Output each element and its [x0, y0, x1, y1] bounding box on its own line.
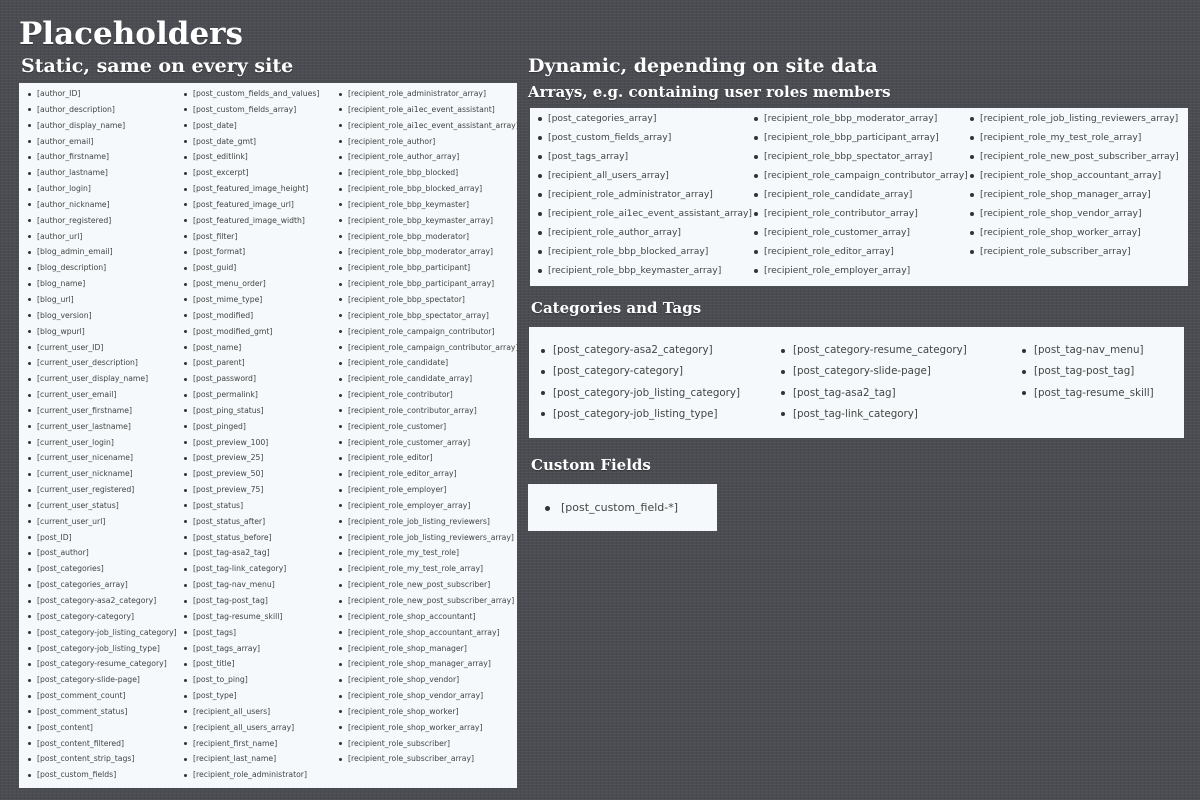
static-placeholders-column-3	[338, 86, 519, 767]
static-placeholder-item: [blog_wpurl]	[27, 324, 177, 340]
static-placeholder-item: [current_user_display_name]	[27, 371, 177, 387]
static-placeholder-item: [post_preview_50]	[183, 466, 319, 482]
array-placeholder-item: [recipient_role_campaign_contributor_array]	[752, 166, 968, 185]
static-placeholder-item: [recipient_role_ai1ec_event_assistant]	[338, 102, 519, 118]
static-placeholder-item: [recipient_role_customer_array]	[338, 435, 519, 451]
array-placeholder-item: [recipient_role_shop_accountant_array]	[968, 166, 1179, 185]
category-tag-placeholder-item: [post_category-category]	[538, 361, 740, 382]
static-placeholder-item: [recipient_role_ai1ec_event_assistant_array]	[338, 118, 519, 134]
category-tag-placeholder-item: [post_category-job_listing_category]	[538, 383, 740, 404]
static-placeholder-item: [recipient_all_users]	[183, 704, 319, 720]
array-placeholder-item: [recipient_role_job_listing_reviewers_array]	[968, 109, 1179, 128]
static-placeholder-item: [post_menu_order]	[183, 276, 319, 292]
static-placeholder-item: [recipient_role_bbp_spectator]	[338, 292, 519, 308]
array-placeholder-item: [recipient_role_new_post_subscriber_array]	[968, 147, 1179, 166]
static-placeholder-item: [recipient_role_author_array]	[338, 149, 519, 165]
static-placeholder-item: [recipient_role_bbp_blocked_array]	[338, 181, 519, 197]
static-placeholder-item: [post_content_filtered]	[27, 736, 177, 752]
category-tag-placeholder-item: [post_tag-resume_skill]	[1019, 383, 1154, 404]
static-placeholder-item: [post_editlink]	[183, 149, 319, 165]
custom-fields-list	[542, 496, 678, 520]
static-placeholder-item: [post_comment_count]	[27, 688, 177, 704]
array-placeholder-item: [recipient_role_ai1ec_event_assistant_array]	[536, 204, 752, 223]
static-placeholder-item: [current_user_nicename]	[27, 450, 177, 466]
static-placeholder-item: [recipient_role_bbp_keymaster]	[338, 197, 519, 213]
static-placeholder-item: [recipient_first_name]	[183, 736, 319, 752]
static-placeholders-column-2	[183, 86, 319, 783]
static-placeholder-item: [post_category-job_listing_category]	[27, 625, 177, 641]
static-placeholder-item: [post_tag-resume_skill]	[183, 609, 319, 625]
static-placeholder-item: [post_category-resume_category]	[27, 656, 177, 672]
static-placeholder-item: [current_user_lastname]	[27, 419, 177, 435]
array-placeholder-item: [post_categories_array]	[536, 109, 752, 128]
static-placeholder-item: [recipient_role_employer_array]	[338, 498, 519, 514]
static-placeholder-item: [recipient_role_bbp_keymaster_array]	[338, 213, 519, 229]
static-placeholder-item: [recipient_role_campaign_contributor]	[338, 324, 519, 340]
static-placeholder-item: [current_user_ID]	[27, 340, 177, 356]
array-placeholder-item: [recipient_role_bbp_moderator_array]	[752, 109, 968, 128]
static-placeholder-item: [author_firstname]	[27, 149, 177, 165]
static-placeholder-item: [post_custom_fields]	[27, 767, 177, 783]
array-placeholder-item: [recipient_all_users_array]	[536, 166, 752, 185]
static-placeholder-item: [post_date]	[183, 118, 319, 134]
static-placeholder-item: [recipient_role_shop_vendor]	[338, 672, 519, 688]
static-placeholder-item: [author_url]	[27, 229, 177, 245]
static-placeholder-item: [author_lastname]	[27, 165, 177, 181]
static-placeholder-item: [recipient_role_my_test_role]	[338, 545, 519, 561]
static-placeholder-item: [recipient_role_editor_array]	[338, 466, 519, 482]
dynamic-section-heading: Dynamic, depending on site data	[528, 55, 878, 77]
static-placeholder-item: [post_status_after]	[183, 514, 319, 530]
array-placeholder-item: [recipient_role_bbp_blocked_array]	[536, 242, 752, 261]
static-placeholder-item: [author_login]	[27, 181, 177, 197]
static-placeholder-item: [post_to_ping]	[183, 672, 319, 688]
custom-field-placeholder-item: [post_custom_field-*]	[542, 496, 678, 520]
array-placeholder-item: [recipient_role_subscriber_array]	[968, 242, 1179, 261]
category-tag-placeholder-item: [post_category-job_listing_type]	[538, 404, 740, 425]
static-placeholder-item: [post_tags_array]	[183, 641, 319, 657]
static-placeholder-item: [recipient_role_job_listing_reviewers_array]	[338, 530, 519, 546]
static-placeholder-item: [recipient_role_bbp_spectator_array]	[338, 308, 519, 324]
static-placeholder-item: [recipient_role_customer]	[338, 419, 519, 435]
static-placeholder-item: [recipient_role_bbp_moderator_array]	[338, 244, 519, 260]
static-placeholders-column-1	[27, 86, 177, 783]
categories-tags-column-1	[538, 340, 740, 425]
array-placeholders-column-2	[752, 109, 968, 280]
static-placeholder-item: [post_guid]	[183, 260, 319, 276]
page-title: Placeholders	[19, 16, 243, 52]
static-placeholder-item: [recipient_role_job_listing_reviewers]	[338, 514, 519, 530]
static-placeholder-item: [recipient_all_users_array]	[183, 720, 319, 736]
static-placeholder-item: [post_status_before]	[183, 530, 319, 546]
static-placeholder-item: [author_nickname]	[27, 197, 177, 213]
static-placeholder-item: [recipient_role_shop_vendor_array]	[338, 688, 519, 704]
static-placeholder-item: [recipient_role_author]	[338, 134, 519, 150]
static-placeholder-item: [recipient_role_new_post_subscriber_array]	[338, 593, 519, 609]
static-placeholder-item: [post_title]	[183, 656, 319, 672]
static-placeholder-item: [blog_name]	[27, 276, 177, 292]
static-placeholder-item: [recipient_role_bbp_blocked]	[338, 165, 519, 181]
static-placeholder-item: [current_user_nickname]	[27, 466, 177, 482]
static-placeholder-item: [post_preview_75]	[183, 482, 319, 498]
static-placeholder-item: [recipient_role_campaign_contributor_array]	[338, 340, 519, 356]
static-section-heading: Static, same on every site	[21, 55, 294, 77]
static-placeholder-item: [recipient_role_subscriber_array]	[338, 751, 519, 767]
static-placeholder-item: [current_user_email]	[27, 387, 177, 403]
category-tag-placeholder-item: [post_category-asa2_category]	[538, 340, 740, 361]
custom-fields-section-heading: Custom Fields	[531, 456, 651, 474]
static-placeholder-item: [current_user_firstname]	[27, 403, 177, 419]
static-placeholder-item: [recipient_role_bbp_moderator]	[338, 229, 519, 245]
static-placeholder-item: [recipient_role_contributor]	[338, 387, 519, 403]
array-placeholder-item: [recipient_role_shop_worker_array]	[968, 223, 1179, 242]
category-tag-placeholder-item: [post_tag-nav_menu]	[1019, 340, 1154, 361]
static-placeholder-item: [post_custom_fields_array]	[183, 102, 319, 118]
array-placeholder-item: [recipient_role_author_array]	[536, 223, 752, 242]
static-placeholder-item: [post_tag-asa2_tag]	[183, 545, 319, 561]
array-placeholder-item: [recipient_role_administrator_array]	[536, 185, 752, 204]
static-placeholder-item: [recipient_role_editor]	[338, 450, 519, 466]
static-placeholder-item: [post_password]	[183, 371, 319, 387]
array-placeholder-item: [recipient_role_my_test_role_array]	[968, 128, 1179, 147]
static-placeholder-item: [post_content_strip_tags]	[27, 751, 177, 767]
static-placeholder-item: [post_parent]	[183, 355, 319, 371]
array-placeholders-panel	[530, 108, 1188, 286]
static-placeholder-item: [recipient_role_new_post_subscriber]	[338, 577, 519, 593]
static-placeholder-item: [post_tag-link_category]	[183, 561, 319, 577]
static-placeholder-item: [recipient_role_my_test_role_array]	[338, 561, 519, 577]
static-placeholder-item: [post_pinged]	[183, 419, 319, 435]
static-placeholder-item: [post_category-category]	[27, 609, 177, 625]
static-placeholder-item: [current_user_login]	[27, 435, 177, 451]
static-placeholder-item: [post_excerpt]	[183, 165, 319, 181]
static-placeholder-item: [recipient_role_administrator]	[183, 767, 319, 783]
array-placeholders-column-3	[968, 109, 1179, 261]
static-placeholder-item: [post_comment_status]	[27, 704, 177, 720]
categories-tags-column-3	[1019, 340, 1154, 404]
array-placeholder-item: [recipient_role_customer_array]	[752, 223, 968, 242]
static-placeholder-item: [post_category-asa2_category]	[27, 593, 177, 609]
static-placeholder-item: [post_ping_status]	[183, 403, 319, 419]
static-placeholder-item: [recipient_role_candidate]	[338, 355, 519, 371]
static-placeholder-item: [blog_version]	[27, 308, 177, 324]
category-tag-placeholder-item: [post_tag-link_category]	[778, 404, 967, 425]
array-placeholder-item: [recipient_role_editor_array]	[752, 242, 968, 261]
static-placeholder-item: [current_user_url]	[27, 514, 177, 530]
static-placeholder-item: [current_user_status]	[27, 498, 177, 514]
static-placeholder-item: [post_category-job_listing_type]	[27, 641, 177, 657]
static-placeholder-item: [recipient_role_shop_worker]	[338, 704, 519, 720]
static-placeholder-item: [recipient_role_shop_worker_array]	[338, 720, 519, 736]
array-placeholder-item: [recipient_role_employer_array]	[752, 261, 968, 280]
custom-fields-panel	[528, 484, 717, 531]
static-placeholder-item: [author_registered]	[27, 213, 177, 229]
categories-tags-column-2	[778, 340, 967, 425]
static-placeholder-item: [blog_url]	[27, 292, 177, 308]
category-tag-placeholder-item: [post_tag-asa2_tag]	[778, 383, 967, 404]
array-placeholder-item: [post_tags_array]	[536, 147, 752, 166]
static-placeholder-item: [post_format]	[183, 244, 319, 260]
static-placeholder-item: [recipient_role_shop_accountant_array]	[338, 625, 519, 641]
static-placeholder-item: [blog_admin_email]	[27, 244, 177, 260]
static-placeholder-item: [blog_description]	[27, 260, 177, 276]
static-placeholder-item: [recipient_role_subscriber]	[338, 736, 519, 752]
static-placeholder-item: [post_modified]	[183, 308, 319, 324]
array-placeholder-item: [recipient_role_shop_manager_array]	[968, 185, 1179, 204]
static-placeholder-item: [recipient_role_bbp_participant]	[338, 260, 519, 276]
array-placeholder-item: [recipient_role_bbp_spectator_array]	[752, 147, 968, 166]
static-placeholder-item: [post_date_gmt]	[183, 134, 319, 150]
static-placeholder-item: [recipient_role_bbp_participant_array]	[338, 276, 519, 292]
category-tag-placeholder-item: [post_category-resume_category]	[778, 340, 967, 361]
categories-section-heading: Categories and Tags	[531, 299, 702, 317]
static-placeholder-item: [post_custom_fields_and_values]	[183, 86, 319, 102]
array-placeholder-item: [post_custom_fields_array]	[536, 128, 752, 147]
static-placeholder-item: [author_ID]	[27, 86, 177, 102]
static-placeholder-item: [post_content]	[27, 720, 177, 736]
static-placeholder-item: [recipient_role_shop_accountant]	[338, 609, 519, 625]
static-placeholder-item: [post_featured_image_url]	[183, 197, 319, 213]
static-placeholder-item: [post_categories]	[27, 561, 177, 577]
static-placeholder-item: [recipient_last_name]	[183, 751, 319, 767]
array-placeholder-item: [recipient_role_shop_vendor_array]	[968, 204, 1179, 223]
static-placeholder-item: [recipient_role_shop_manager]	[338, 641, 519, 657]
static-placeholder-item: [post_category-slide-page]	[27, 672, 177, 688]
static-placeholder-item: [recipient_role_shop_manager_array]	[338, 656, 519, 672]
static-placeholder-item: [post_mime_type]	[183, 292, 319, 308]
categories-tags-panel	[529, 327, 1184, 438]
array-placeholder-item: [recipient_role_bbp_keymaster_array]	[536, 261, 752, 280]
static-placeholder-item: [post_ID]	[27, 530, 177, 546]
array-placeholder-item: [recipient_role_bbp_participant_array]	[752, 128, 968, 147]
arrays-section-heading: Arrays, e.g. containing user roles members	[528, 83, 891, 101]
static-placeholder-item: [recipient_role_contributor_array]	[338, 403, 519, 419]
static-placeholder-item: [recipient_role_administrator_array]	[338, 86, 519, 102]
static-placeholder-item: [post_author]	[27, 545, 177, 561]
static-placeholder-item: [author_email]	[27, 134, 177, 150]
static-placeholder-item: [recipient_role_employer]	[338, 482, 519, 498]
array-placeholder-item: [recipient_role_contributor_array]	[752, 204, 968, 223]
array-placeholder-item: [recipient_role_candidate_array]	[752, 185, 968, 204]
category-tag-placeholder-item: [post_category-slide-page]	[778, 361, 967, 382]
static-placeholder-item: [post_featured_image_height]	[183, 181, 319, 197]
static-placeholders-panel	[19, 83, 517, 788]
array-placeholders-column-1	[536, 109, 752, 280]
static-placeholder-item: [post_tag-post_tag]	[183, 593, 319, 609]
static-placeholder-item: [post_name]	[183, 340, 319, 356]
category-tag-placeholder-item: [post_tag-post_tag]	[1019, 361, 1154, 382]
static-placeholder-item: [post_preview_100]	[183, 435, 319, 451]
static-placeholder-item: [post_tags]	[183, 625, 319, 641]
static-placeholder-item: [post_tag-nav_menu]	[183, 577, 319, 593]
static-placeholder-item: [post_featured_image_width]	[183, 213, 319, 229]
static-placeholder-item: [post_status]	[183, 498, 319, 514]
static-placeholder-item: [recipient_role_candidate_array]	[338, 371, 519, 387]
static-placeholder-item: [post_permalink]	[183, 387, 319, 403]
static-placeholder-item: [post_type]	[183, 688, 319, 704]
static-placeholder-item: [post_preview_25]	[183, 450, 319, 466]
static-placeholder-item: [post_categories_array]	[27, 577, 177, 593]
static-placeholder-item: [current_user_description]	[27, 355, 177, 371]
static-placeholder-item: [author_display_name]	[27, 118, 177, 134]
static-placeholder-item: [post_modified_gmt]	[183, 324, 319, 340]
static-placeholder-item: [post_filter]	[183, 229, 319, 245]
static-placeholder-item: [author_description]	[27, 102, 177, 118]
static-placeholder-item: [current_user_registered]	[27, 482, 177, 498]
